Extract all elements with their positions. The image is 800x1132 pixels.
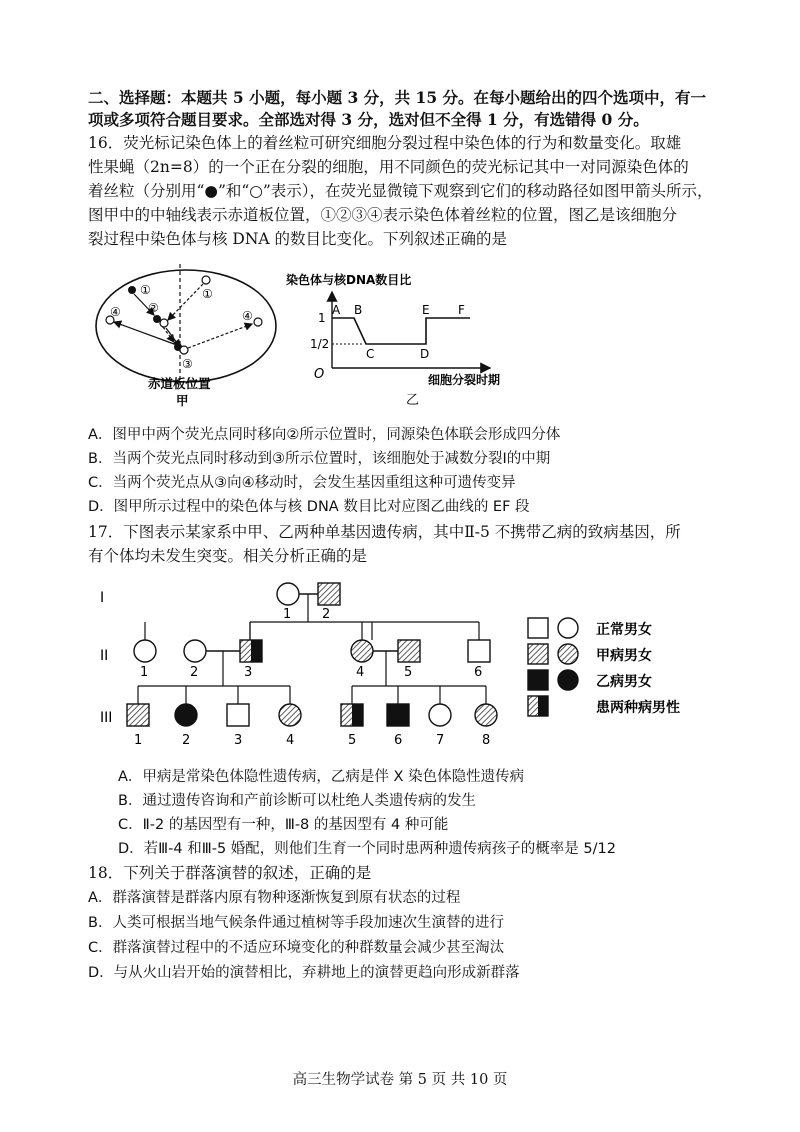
II-6-male-normal — [468, 640, 490, 662]
II-6-num: 6 — [474, 665, 483, 680]
label-equator: 赤道板位置 — [148, 376, 211, 391]
q18-option-b: B．人类可根据当地气候条件通过植树等手段加速次生演替的进行 — [88, 915, 504, 931]
gen-label-2: II — [100, 648, 109, 664]
II-4-num: 4 — [356, 665, 365, 680]
yi-point-c: C — [366, 347, 375, 361]
pedigree-figure — [90, 572, 710, 752]
q16-option-a: A．图甲中两个荧光点同时移向②所示位置时，同源染色体联会形成四分体 — [88, 427, 561, 443]
legend-yi-label: 乙病男女 — [596, 674, 652, 690]
gen-label-3: III — [100, 710, 113, 726]
label-jia: 甲 — [176, 393, 189, 408]
III-4-female-jia — [279, 704, 301, 726]
yi-point-b: B — [354, 303, 363, 317]
II-4-female-jia — [351, 640, 373, 662]
filled-dot-start — [128, 286, 136, 294]
I-2-male-jia — [318, 583, 340, 605]
label-pos1-left: ① — [140, 283, 151, 297]
open-dot-start — [202, 276, 210, 284]
open-dot-pos3 — [180, 346, 188, 354]
I-2-num: 2 — [322, 607, 331, 622]
legend-both-label: 患两种病男性 — [596, 700, 680, 716]
figure-yi — [286, 268, 520, 410]
q17-option-a: A．甲病是常染色体隐性遗传病，乙病是伴 X 染色体隐性遗传病 — [118, 769, 525, 785]
legend-normal-label: 正常男女 — [596, 622, 652, 638]
II-3-num: 3 — [244, 665, 253, 680]
q18-option-c: C．群落演替过程中的不适应环境变化的种群数量会减少甚至淘汰 — [88, 940, 505, 956]
q18-stem: 18．下列关于群落演替的叙述，正确的是 — [88, 864, 372, 882]
III-3-male-normal — [227, 704, 249, 726]
legend-normal-female — [558, 618, 578, 638]
q16-stem-line-4: 图甲中的中轴线表示赤道板位置，①②③④表示染色体着丝粒的位置，图乙是该细胞分 — [88, 206, 678, 224]
page-footer: 高三生物学试卷 第 5 页 共 10 页 — [292, 1072, 508, 1088]
III-2-num: 2 — [182, 733, 191, 748]
III-6-num: 6 — [394, 733, 403, 748]
section-heading-line-1: 二、选择题：本题共 5 小题，每小题 3 分，共 15 分。在每小题给出的四个选项中，有一 — [88, 88, 707, 107]
q16-option-d: D．图甲所示过程中的染色体与核 DNA 数目比对应图乙曲线的 EF 段 — [88, 499, 530, 515]
II-1-female-normal — [134, 640, 156, 662]
yi-point-f: F — [458, 303, 465, 317]
open-path-arrow-3 — [188, 324, 252, 348]
yi-point-e: E — [422, 303, 430, 317]
III-4-num: 4 — [286, 733, 295, 748]
III-2-female-yi — [175, 704, 197, 726]
label-pos2: ② — [148, 301, 159, 315]
III-8-female-jia — [475, 704, 497, 726]
II-2-female-normal — [184, 640, 206, 662]
legend-yi-female — [558, 670, 578, 690]
III-1-num: 1 — [134, 733, 143, 748]
II-5-male-jia — [398, 640, 420, 662]
section-heading-line-2: 项或多项符合题目要求。全部选对得 3 分，选对但不全得 1 分，有选错得 0 分。 — [88, 110, 649, 129]
III-8-num: 8 — [482, 733, 491, 748]
q16-stem-line-3: 着丝粒（分别用“●”和“○”表示），在荧光显微镜下观察到它们的移动路径如图甲箭头所示， — [88, 182, 713, 200]
II-1-num: 1 — [140, 665, 149, 680]
legend-jia-male — [528, 644, 548, 664]
legend-jia-label: 甲病男女 — [596, 648, 652, 664]
q16-stem-line-2: 性果蝇（2n=8）的一个正在分裂的细胞，用不同颜色的荧光标记其中一对同源染色体的 — [88, 158, 689, 176]
q17-option-d: D．若Ⅲ-4 和Ⅲ-5 婚配，则他们生育一个同时患两种遗传病孩子的概率是 5/12 — [118, 841, 616, 857]
q16-option-c: C．当两个荧光点从③向④移动时，会发生基因重组这种可遗传变异 — [88, 475, 516, 491]
open-path-arrow-1 — [168, 284, 203, 320]
legend-normal-male — [528, 618, 548, 638]
III-7-num: 7 — [436, 733, 445, 748]
q17-stem-line-2: 有个体均未发生突变。相关分析正确的是 — [88, 547, 368, 565]
I-1-female-normal — [277, 583, 299, 605]
yi-point-d: D — [420, 347, 430, 361]
II-5-num: 5 — [404, 665, 413, 680]
label-pos4-left: ④ — [110, 305, 121, 319]
gen-label-1: I — [100, 590, 105, 606]
open-dot-pos4-right — [254, 318, 262, 326]
yi-y-title: 染色体与核DNA数目比 — [286, 273, 412, 287]
label-pos3: ③ — [182, 357, 193, 371]
III-6-male-yi — [387, 704, 409, 726]
legend-yi-male — [528, 670, 548, 690]
III-5-num: 5 — [348, 733, 357, 748]
II-2-num: 2 — [190, 665, 199, 680]
label-pos1-right: ① — [202, 287, 213, 301]
figure-jia — [88, 262, 288, 410]
yi-tick-half: 1/2 — [310, 337, 330, 351]
III-3-num: 3 — [234, 733, 243, 748]
open-dot-pos2 — [160, 319, 168, 327]
q16-stem-line-5: 裂过程中染色体与核 DNA 的数目比变化。下列叙述正确的是 — [88, 230, 508, 248]
q17-stem-line-1: 17．下图表示某家系中甲、乙两种单基因遗传病，其中Ⅱ-5 不携带乙病的致病基因，所 — [88, 523, 681, 541]
q17-option-c: C．Ⅱ-2 的基因型有一种，Ⅲ-8 的基因型有 4 种可能 — [118, 817, 449, 833]
III-1-male-jia — [127, 704, 149, 726]
yi-origin: O — [314, 367, 325, 382]
q18-option-a: A．群落演替是群落内原有物种逐渐恢复到原有状态的过程 — [88, 890, 461, 906]
label-yi: 乙 — [406, 393, 420, 408]
q17-option-b: B．通过遗传咨询和产前诊断可以杜绝人类遗传病的发生 — [118, 793, 476, 809]
yi-x-title: 细胞分裂时期 — [428, 373, 501, 387]
yi-point-a: A — [332, 303, 341, 317]
I-1-num: 1 — [283, 607, 292, 622]
yi-tick-1: 1 — [318, 311, 326, 325]
yi-curve — [332, 318, 470, 344]
legend-jia-female — [558, 644, 578, 664]
q16-stem-line-1: 16．荧光标记染色体上的着丝粒可研究细胞分裂过程中染色体的行为和数量变化。取雄 — [88, 134, 682, 152]
label-pos4-right: ④ — [242, 309, 253, 323]
q16-option-b: B．当两个荧光点同时移动到③所示位置时，该细胞处于减数分裂Ⅰ的中期 — [88, 451, 551, 467]
q18-option-d: D．与从火山岩开始的演替相比，弃耕地上的演替更趋向形成新群落 — [88, 965, 520, 981]
III-7-female-normal — [429, 704, 451, 726]
